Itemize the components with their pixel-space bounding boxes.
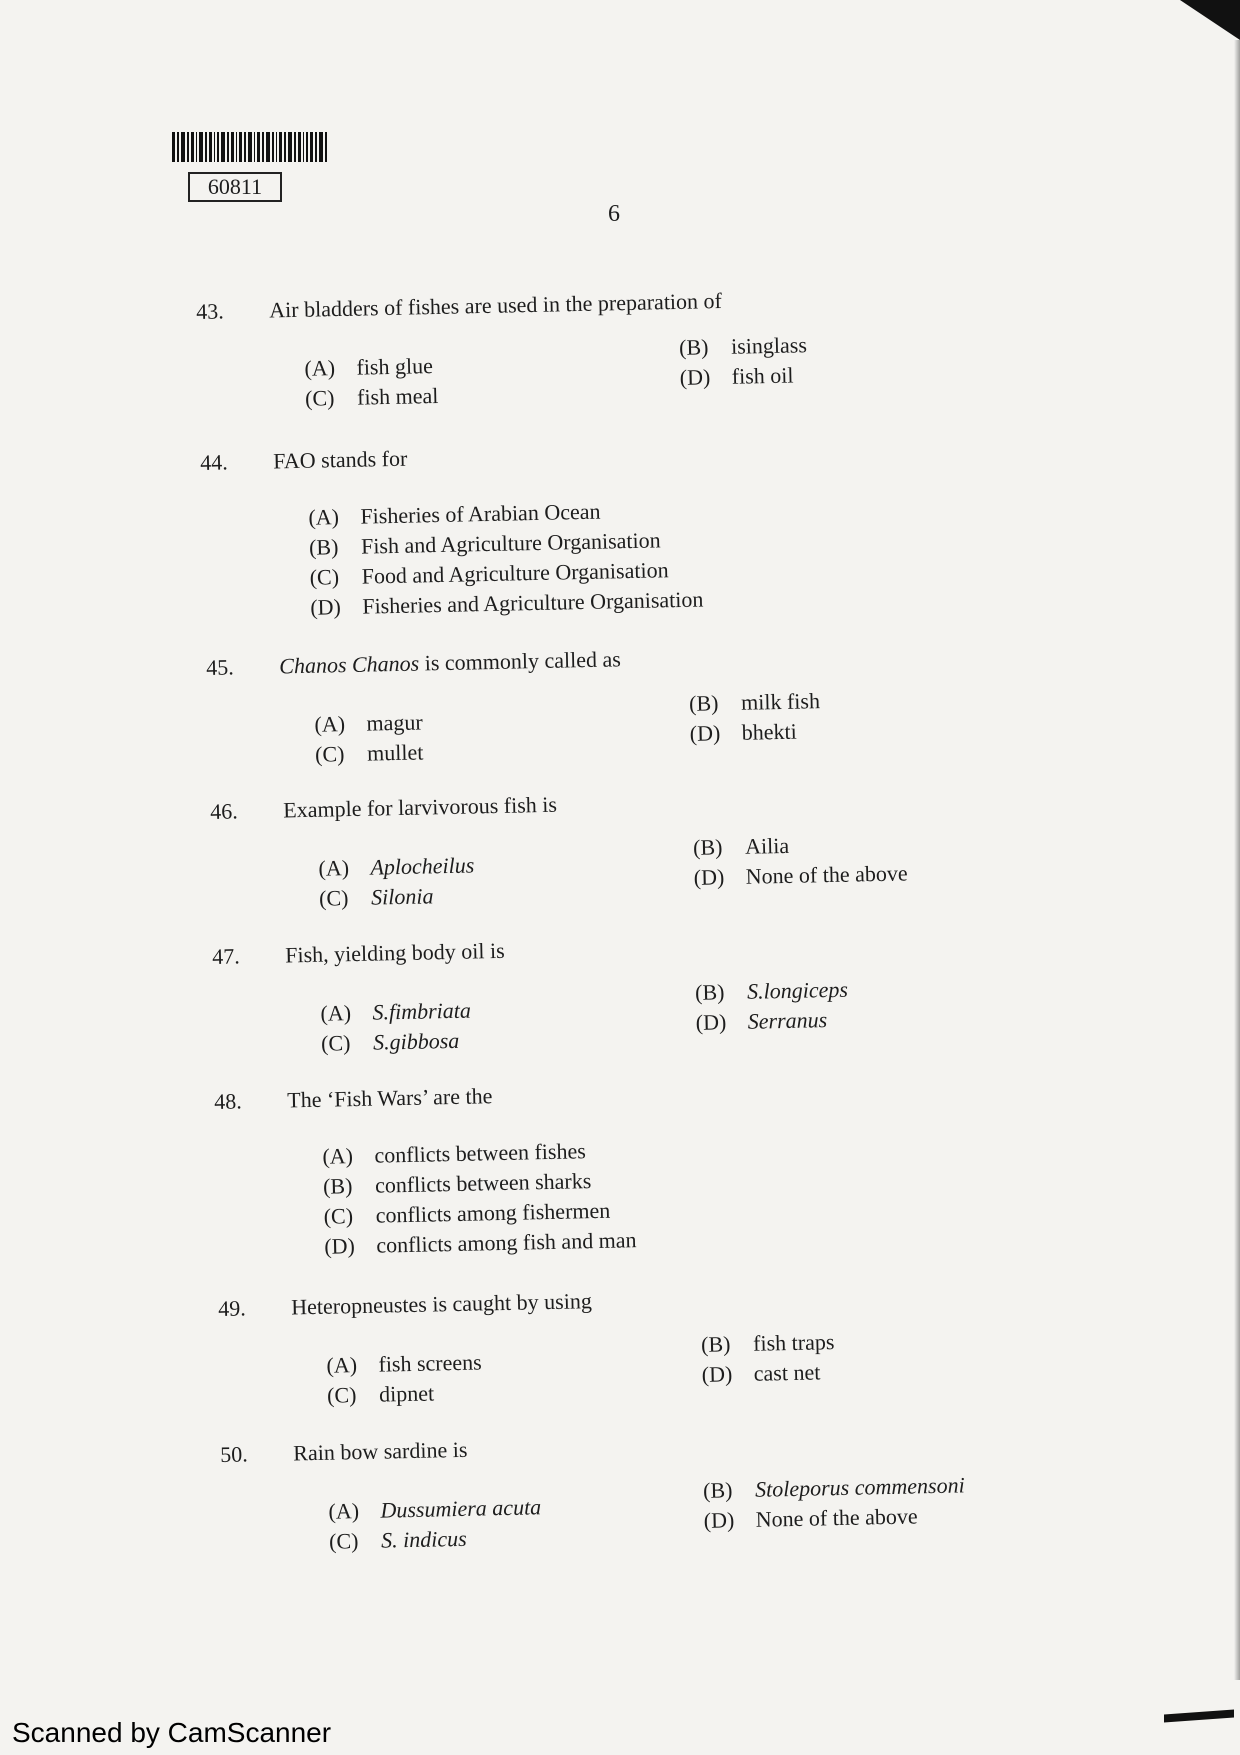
option-d: (D) conflicts among fish and man	[324, 1227, 637, 1259]
scanner-watermark: Scanned by CamScanner	[12, 1717, 332, 1748]
question-text: The ‘Fish Wars’ are the	[286, 1083, 493, 1113]
form-code-box: 60811	[188, 172, 282, 202]
option-a: (A) fish screens	[326, 1349, 482, 1378]
option-a: (A) Dussumiera acuta	[328, 1494, 542, 1524]
option-d: (D) Serranus	[695, 1007, 828, 1035]
option-b: (B) Ailia	[692, 832, 790, 860]
question-number: 47.	[212, 943, 241, 969]
option-b: (B) conflicts between sharks	[322, 1168, 592, 1199]
question-text: Chanos Chanos is commonly called as	[278, 646, 622, 679]
option-c: (C) conflicts among fishermen	[323, 1197, 611, 1229]
question-number: 45.	[206, 654, 235, 680]
option-c: (C) S. indicus	[328, 1525, 467, 1554]
question-text: Example for larvivorous fish is	[282, 791, 558, 823]
option-b: (B) fish traps	[700, 1329, 835, 1357]
option-d: (D) None of the above	[693, 860, 908, 890]
option-d: (D) cast net	[701, 1359, 821, 1387]
option-c: (C) S.gibbosa	[320, 1027, 460, 1056]
question-number: 49.	[218, 1295, 247, 1321]
option-c: (C) mullet	[314, 739, 424, 767]
option-c: (C) fish meal	[304, 382, 439, 411]
question-text: Rain bow sardine is	[292, 1436, 468, 1466]
option-b: (B) milk fish	[688, 688, 821, 716]
option-d: (D) Fisheries and Agriculture Organisation	[310, 586, 704, 620]
option-c: (C) Food and Agriculture Organisation	[309, 557, 669, 590]
option-d: (D) None of the above	[703, 1503, 918, 1533]
option-b: (B) Fish and Agriculture Organisation	[308, 527, 661, 560]
option-b: (B) Stoleporus commensoni	[702, 1472, 965, 1503]
barcode	[172, 132, 338, 162]
question-number: 46.	[210, 798, 239, 824]
option-c: (C) dipnet	[326, 1380, 435, 1408]
option-a: (A) magur	[314, 709, 423, 737]
option-a: (A) S.fimbriata	[320, 997, 472, 1026]
option-b: (B) S.longiceps	[694, 976, 849, 1005]
option-a: (A) fish glue	[304, 353, 434, 381]
question-number: 44.	[200, 449, 229, 475]
option-b: (B) isinglass	[678, 332, 808, 360]
option-a: (A) conflicts between fishes	[322, 1138, 587, 1169]
question-text: Heteropneustes is caught by using	[290, 1288, 593, 1320]
page-number: 6	[608, 201, 620, 227]
question-number: 43.	[196, 298, 225, 324]
scan-edge-shadow	[1234, 40, 1240, 1680]
option-c: (C) Silonia	[318, 883, 434, 911]
option-a: (A) Fisheries of Arabian Ocean	[308, 498, 601, 530]
scan-bottom-mark	[1164, 1710, 1234, 1723]
question-text: Air bladders of fishes are used in the preparation of	[268, 287, 723, 323]
scan-corner-shadow	[1180, 0, 1240, 40]
question-text: FAO stands for	[272, 445, 408, 474]
question-text: Fish, yielding body oil is	[284, 937, 505, 968]
question-number: 48.	[214, 1088, 243, 1114]
question-number: 50.	[220, 1441, 249, 1467]
option-d: (D) fish oil	[679, 362, 794, 390]
option-d: (D) bhekti	[689, 718, 797, 746]
option-a: (A) Aplocheilus	[318, 852, 475, 881]
